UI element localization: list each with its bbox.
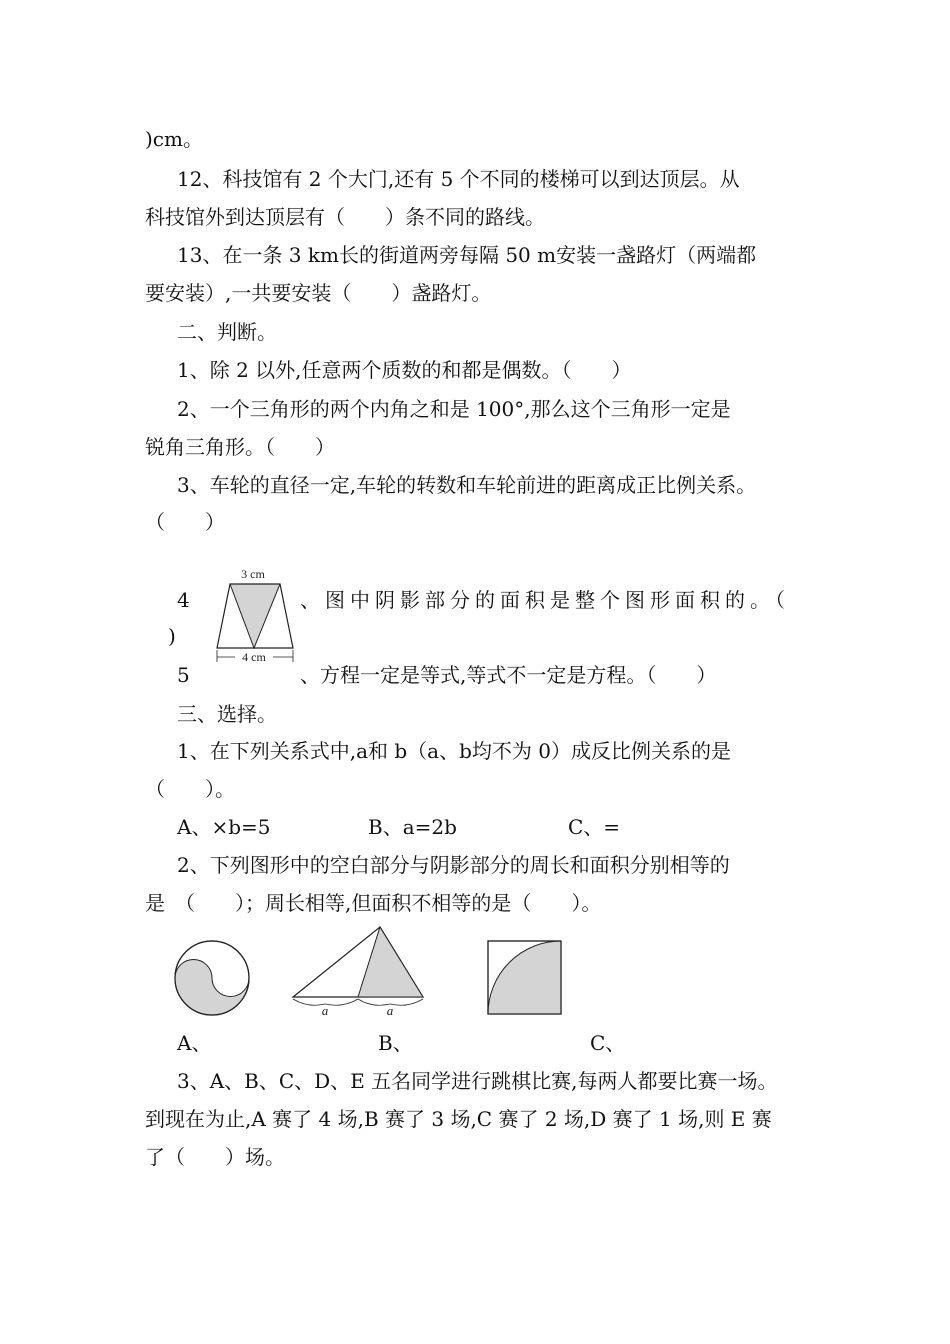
trapezoid-bottom-label: 4 cm [242,650,266,664]
choice-3-line3: 了（ ）场。 [145,1145,285,1169]
choice-3-line2: 到现在为止,A 赛了 4 场,B 赛了 3 场,C 赛了 2 场,D 赛了 1 场,则 E 赛 [145,1107,772,1131]
triangle-figure [290,924,430,1016]
choice-2-option-b: B、 [378,1031,413,1055]
section-choice-heading: 三、选择。 [177,702,277,726]
q13-line2: 要安装）,一共要安装（ ）盏路灯。 [145,281,492,305]
choice-2-line1: 2、下列图形中的空白部分与阴影部分的周长和面积分别相等的 [177,853,730,877]
choice-1-option-c: C、= [568,815,621,839]
judge-3-line2: （ ） [145,510,225,534]
q12-line1: 12、科技馆有 2 个大门,还有 5 个不同的楼梯可以到达顶层。从 [177,167,740,191]
judge-5-text: 、方程一定是等式,等式不一定是方程。（ ） [300,663,717,687]
choice-1-line1: 1、在下列关系式中,a和 b（a、b均不为 0）成反比例关系的是 [177,739,731,763]
yin-yang-figure [174,940,254,1020]
judge-5-number: 5 [177,663,190,687]
trapezoid-figure [205,562,300,667]
trapezoid-shaded-triangle [230,584,280,648]
q12-line2: 科技馆外到达顶层有（ ）条不同的路线。 [145,205,545,229]
choice-1-option-a: A、×b=5 [177,815,271,839]
q13-line1: 13、在一条 3 km长的街道两旁每隔 50 m安装一盏路灯（两端都 [177,243,757,267]
choice-3-line1: 3、A、B、C、D、E 五名同学进行跳棋比赛,每两人都要比赛一场。 [177,1069,778,1093]
judge-1: 1、除 2 以外,任意两个质数的和都是偶数。（ ） [177,358,632,382]
judge-2-line1: 2、一个三角形的两个内角之和是 100°,那么这个三角形一定是 [177,397,731,421]
judge-4-text: 、图中阴影部分的面积是整个图形面积的。（ [300,588,790,612]
square-quarter-circle-figure [487,940,567,1020]
choice-1-option-b: B、a=2b [368,815,457,839]
judge-4-number: 4 [177,588,190,612]
trapezoid-top-label: 3 cm [241,567,265,581]
triangle-label-right: a [386,1003,394,1018]
section-judge-heading: 二、判断。 [177,320,277,344]
judge-2-line2: 锐角三角形。（ ） [145,435,335,459]
q11-tail: )cm。 [145,127,203,151]
choice-2-option-a: A、 [177,1031,212,1055]
choice-1-line2: （ ）。 [145,777,235,801]
choice-2-line2: 是 （ ）；周长相等,但面积不相等的是（ ）。 [145,891,602,915]
judge-4-close: ) [168,624,176,648]
triangle-label-left: a [321,1003,329,1018]
choice-2-option-c: C、 [590,1031,626,1055]
judge-3-line1: 3、车轮的直径一定,车轮的转数和车轮前进的距离成正比例关系。 [177,473,757,497]
